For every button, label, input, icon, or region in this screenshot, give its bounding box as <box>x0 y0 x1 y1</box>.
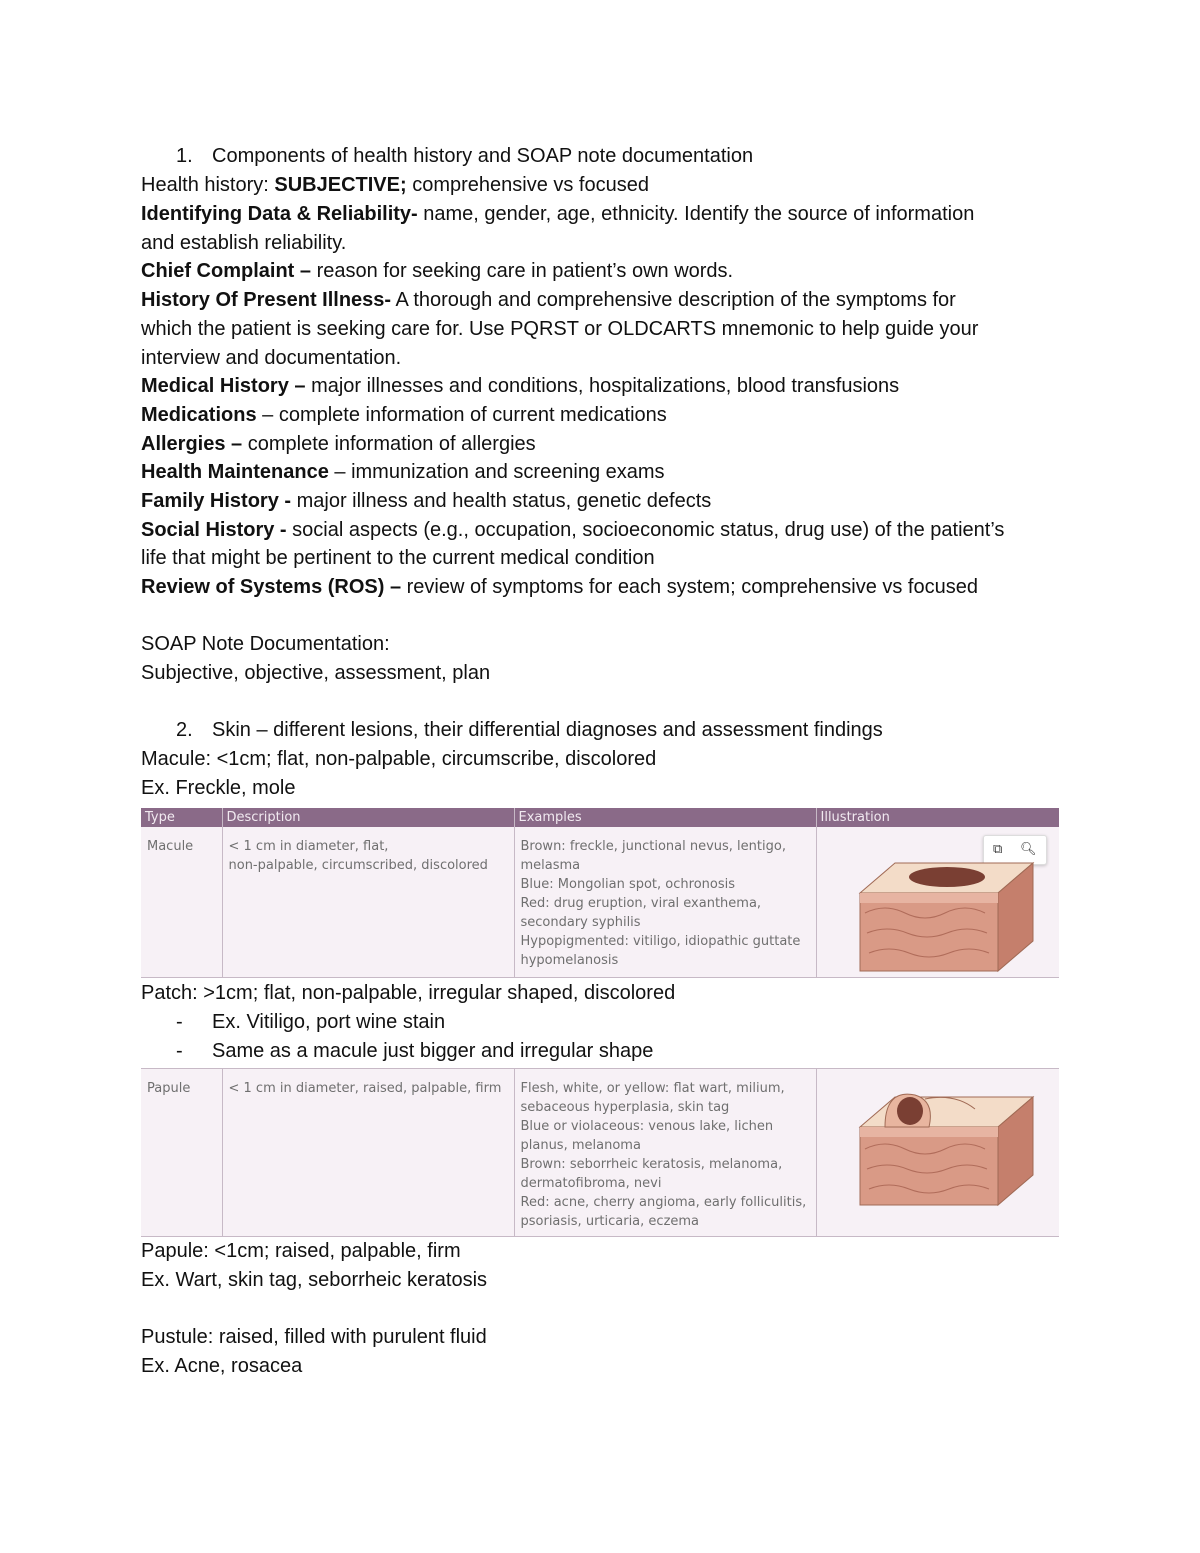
copy-icon[interactable]: ⧉ <box>993 842 1003 857</box>
macule-examples: Ex. Freckle, mole <box>141 777 296 799</box>
description-line: < 1 cm in diameter, raised, palpable, firm <box>228 1081 502 1096</box>
item-text: which the patient is seeking care for. Use PQRST or OLDCARTS mnemonic to help guide your <box>141 318 979 340</box>
macule-type: Macule <box>141 827 222 977</box>
item-term: Allergies – <box>141 433 243 455</box>
example-line: Blue: Mongolian spot, ochronosis <box>520 877 735 892</box>
health-history-item <box>141 344 401 373</box>
example-line: Red: drug eruption, viral exanthema, <box>520 896 762 911</box>
health-history-rest: comprehensive vs focused <box>406 174 649 196</box>
example-line: sebaceous hyperplasia, skin tag <box>520 1100 730 1115</box>
table-row <box>141 827 1059 977</box>
patch-bullet-text: Same as a macule just bigger and irregular shape <box>212 1040 654 1062</box>
example-line: Flesh, white, or yellow: flat wart, milium, <box>520 1081 785 1096</box>
papule-table <box>141 1068 1059 1237</box>
section2-number: 2. <box>176 719 193 741</box>
papule-type: Papule <box>141 1069 222 1237</box>
item-term: Family History - <box>141 490 292 512</box>
item-text: major illness and health status, genetic defects <box>291 490 712 512</box>
item-term: Social History - <box>141 519 287 541</box>
macule-description: Macule: <1cm; flat, non-palpable, circumscribe, discolored <box>141 748 657 770</box>
macule-table-description <box>222 827 514 977</box>
example-line: melasma <box>520 858 581 873</box>
health-history-item <box>141 430 536 459</box>
item-text: social aspects (e.g., occupation, socioeconomic status, drug use) of the patient’s <box>286 519 1005 541</box>
item-term: Review of Systems (ROS) – <box>141 576 402 598</box>
example-line: secondary syphilis <box>520 915 641 930</box>
health-history-item <box>141 516 1004 545</box>
header-examples: Examples <box>514 808 816 827</box>
item-text: interview and documentation. <box>141 347 402 369</box>
macule-illustration-cell <box>816 827 1059 977</box>
table-header-row <box>141 808 1059 827</box>
health-history-line <box>141 171 649 200</box>
section1-number: 1. <box>176 145 193 167</box>
patch-bullet-text: Ex. Vitiligo, port wine stain <box>212 1011 446 1033</box>
header-illustration: Illustration <box>816 808 1059 827</box>
description-line: non-palpable, circumscribed, discolored <box>228 858 488 873</box>
item-term: Medications <box>141 404 257 426</box>
example-line: hypomelanosis <box>520 953 619 968</box>
soap-items: Subjective, objective, assessment, plan <box>141 662 491 684</box>
item-term: Medical History – <box>141 375 306 397</box>
example-line: Red: acne, cherry angioma, early folliculitis, <box>520 1195 807 1210</box>
item-text: reason for seeking care in patient’s own words. <box>311 260 734 282</box>
patch-description: Patch: >1cm; flat, non-palpable, irregular shaped, discolored <box>141 982 676 1004</box>
item-text: complete information of allergies <box>242 433 536 455</box>
item-text: life that might be pertinent to the current medical condition <box>141 547 655 569</box>
bullet-dash: - <box>176 1040 183 1062</box>
example-line: Brown: seborrheic keratosis, melanoma, <box>520 1157 783 1172</box>
health-history-item <box>141 200 974 229</box>
health-history-item <box>141 573 978 602</box>
item-text: – complete information of current medications <box>256 404 667 426</box>
macule-table <box>141 808 1059 978</box>
header-description: Description <box>222 808 514 827</box>
description-line: < 1 cm in diameter, flat, <box>228 839 389 854</box>
health-history-item <box>141 315 978 344</box>
health-history-item <box>141 257 733 286</box>
item-text: A thorough and comprehensive description of the symptoms for <box>391 289 956 311</box>
health-history-item <box>141 487 711 516</box>
health-history-label: Health history: <box>141 174 275 196</box>
bullet-dash: - <box>176 1011 183 1033</box>
macule-illustration <box>855 853 1035 973</box>
example-line: dermatofibroma, nevi <box>520 1176 662 1191</box>
example-line: psoriasis, urticaria, eczema <box>520 1214 700 1229</box>
health-history-item <box>141 372 899 401</box>
soap-title: SOAP Note Documentation: <box>141 633 390 655</box>
health-history-item <box>141 544 655 573</box>
item-text: review of symptoms for each system; comprehensive vs focused <box>401 576 978 598</box>
section2-heading: Skin – different lesions, their differential diagnoses and assessment findings <box>212 719 883 741</box>
macule-table-examples <box>514 827 816 977</box>
item-text: and establish reliability. <box>141 232 347 254</box>
header-type: Type <box>141 808 222 827</box>
item-text: – immunization and screening exams <box>328 461 665 483</box>
item-term: Health Maintenance <box>141 461 329 483</box>
health-history-item <box>141 458 665 487</box>
example-line: Hypopigmented: vitiligo, idiopathic guttate <box>520 934 801 949</box>
health-history-item <box>141 401 667 430</box>
papule-illustration <box>855 1087 1035 1207</box>
pustule-examples: Ex. Acne, rosacea <box>141 1355 303 1377</box>
papule-description: Papule: <1cm; raised, palpable, firm <box>141 1240 461 1262</box>
section1-heading: Components of health history and SOAP note documentation <box>212 145 754 167</box>
example-line: Blue or violaceous: venous lake, lichen <box>520 1119 774 1134</box>
health-history-item <box>141 286 956 315</box>
pustule-description: Pustule: raised, filled with purulent fluid <box>141 1326 487 1348</box>
item-term: Chief Complaint – <box>141 260 312 282</box>
zoom-icon[interactable]: 🔍︎ <box>1020 842 1037 857</box>
papule-examples: Ex. Wart, skin tag, seborrheic keratosis <box>141 1269 488 1291</box>
item-text: name, gender, age, ethnicity. Identify the source of information <box>417 203 975 225</box>
example-line: Brown: freckle, junctional nevus, lentigo, <box>520 839 786 854</box>
item-term: Identifying Data & Reliability- <box>141 203 418 225</box>
papule-illustration-cell <box>816 1069 1059 1237</box>
example-line: planus, melanoma <box>520 1138 641 1153</box>
health-history-bold: SUBJECTIVE; <box>274 174 407 196</box>
papule-table-examples <box>514 1069 816 1237</box>
papule-table-description <box>222 1069 514 1237</box>
health-history-item <box>141 229 346 258</box>
item-term: History Of Present Illness- <box>141 289 392 311</box>
table-row <box>141 1069 1059 1237</box>
item-text: major illnesses and conditions, hospitalizations, blood transfusions <box>305 375 900 397</box>
